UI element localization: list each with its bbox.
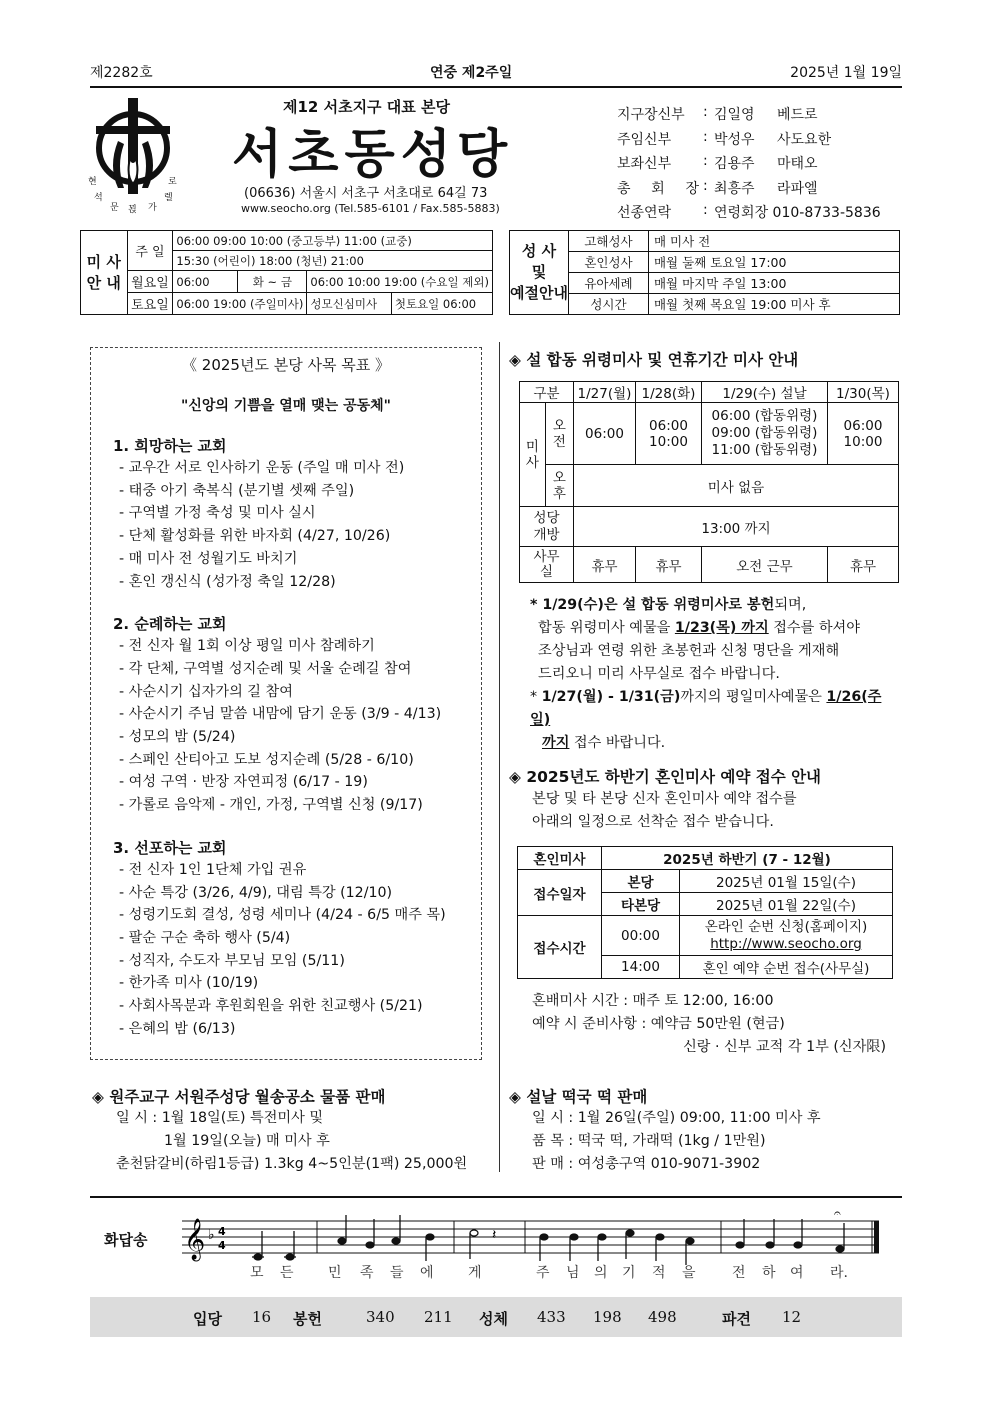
solnal-table: 구분 1/27(월) 1/28(화) 1/29(수) 설날 1/30(목) 미사 오전 06:00 06:00 10:00 06:00 (합동위령) 09:00 (합동위령) 11:00 (합동위령) 06:00 10:00 오후 미사 없음 성당 개방 13:00 까지 사무 실 휴무 휴무 오전 근무 휴무	[519, 381, 899, 583]
staff-row: 총 회 장 : 최흥주 라파엘	[617, 177, 818, 197]
bottom-rule	[90, 1196, 902, 1198]
wedding-table: 혼인미사 2025년 하반기 (7 - 12월) 접수일자 본당 2025년 01월 15일(수) 타본당 2025년 01월 22일(수) 접수시간 00:00 온라인 순번 신청(홈페이지) http://www.seocho.org 14:00 혼인 예약 순번 접수(사무실)	[517, 846, 893, 979]
staff-row: 주임신부 : 박성우 사도요한	[617, 128, 832, 148]
tteok-details: 일 시 : 1월 26일(주일) 09:00, 11:00 미사 후 품 목 : 떡국 떡, 가래떡 (1kg / 1만원) 판 매 : 여성총구역 010-9071-3902	[532, 1110, 821, 1172]
wedding-heading: ◈ 2025년도 하반기 혼인미사 예약 접수 안내	[509, 768, 822, 786]
website-link[interactable]: http://www.seocho.org	[710, 935, 862, 952]
svg-text:♭: ♭	[208, 1227, 215, 1243]
parish-address: (06636) 서울시 서초구 서초대로 64길 73	[244, 186, 488, 201]
wonju-heading: ◈ 원주교구 서원주성당 월송공소 물품 판매	[92, 1088, 386, 1106]
staff-row: 지구장신부 : 김일영 베드로	[617, 104, 818, 123]
staff-row: 선종연락 : 연령회장 010-8733-5836	[617, 202, 881, 221]
issue-date: 2025년 1월 19일	[790, 65, 902, 81]
music-staff	[182, 1209, 882, 1269]
top-rule	[90, 86, 902, 88]
svg-text:𝄽: 𝄽	[492, 1227, 497, 1243]
mass-label: 미사	[520, 403, 546, 507]
tteok-heading: ◈ 설날 떡국 떡 판매	[509, 1088, 648, 1106]
staff-list	[617, 104, 907, 227]
mass-schedule-label: 미 사 안 내	[81, 231, 128, 315]
staff-row: 보좌신부 : 김용주 마태오	[617, 153, 818, 172]
goals-section-heading: 1. 희망하는 교회	[113, 437, 227, 455]
sunday-times-2: 15:30 (어린이) 18:00 (청년) 21:00	[173, 251, 493, 271]
top-bar	[90, 62, 902, 84]
issue-number: 제2282호	[90, 65, 153, 81]
psalm-label: 화답송	[104, 1231, 148, 1249]
svg-text:4: 4	[218, 1239, 226, 1252]
sacraments-label: 성 사 및 예절안내	[510, 231, 569, 315]
svg-text:𝄐: 𝄐	[834, 1209, 841, 1220]
parish-subtitle: 제12 서초지구 대표 본당	[283, 98, 450, 116]
solnal-heading: ◈ 설 합동 위령미사 및 연휴기간 미사 안내	[509, 351, 799, 369]
goals-list: - 전 신자 월 1회 이상 평일 미사 참례하기 - 각 단체, 구역별 성지순례 및 서울 순례길 참여 - 사순시기 십자가의 길 참여 - 사순시기 주님 말씀 내맘에 담기 운동 (3/9 - 4/13) - 성모의 밤 (5/24) - 스페인 산티아고 도보 성지순례 (5/28 - 6/10) - 여성 구역 · 반장 자연피정 (6/17 - 19) - 가롤로 음악제 - 개인, 가정, 구역별 신청 (9/17)	[119, 638, 442, 814]
wonju-details: 일 시 : 1월 18일(토) 특전미사 및 1월 19일(오늘) 매 미사 후 춘천닭갈비(하림1등급) 1.3kg 4~5인분(1팩) 25,000원	[116, 1110, 468, 1172]
liturgical-season: 연중 제2주일	[430, 65, 513, 81]
sacraments-table: 성 사 및 예절안내 고해성사 매 미사 전 혼인성사 매월 둘째 토요일 17:00 유아세례 매월 마지막 주일 13:00 성시간 매월 첫째 목요일 19:00 미사 후	[509, 230, 900, 315]
goals-list: - 전 신자 1인 1단체 가입 권유 - 사순 특강 (3/26, 4/9), 대림 특강 (12/10) - 성령기도회 결성, 성령 세미나 (4/24 - 6/5 매주 목) - 팔순 구순 축하 행사 (5/4) - 성직자, 수도자 부모님 모임 (5/11) - 한가족 미사 (10/19) - 사회사목분과 후원회원을 위한 친교행사 (5/21) - 은혜의 밤 (6/13)	[119, 861, 446, 1037]
goals-motto: "신앙의 기쁨을 열매 맺는 공동체"	[181, 398, 391, 414]
parish-title: 서초동성당	[232, 124, 514, 185]
column-divider	[499, 342, 500, 1172]
responsorial-psalm	[90, 1199, 902, 1291]
goals-list: - 교우간 서로 인사하기 운동 (주일 매 미사 전) - 태중 아기 축복식 (분기별 셋째 주일) - 구역별 가정 축성 및 미사 실시 - 단체 활성화를 위한 바자회 (4/27, 10/26) - 매 미사 전 성월기도 바치기 - 혼인 갱신식 (성가정 축일 12/28)	[119, 460, 405, 590]
parish-logo: 현 석 문 로 렐 가 꾅	[88, 96, 178, 214]
solnal-notes: * 1/29(수)은 설 합동 위령미사로 봉헌되며, 합동 위령미사 예물을 1/23(목) 까지 접수를 하셔야 조상님과 연령 위한 초봉헌과 신청 명단을 게재해 드리오니 미리 사무실로 접수 바랍니다. * 1/27(월) - 1/31(금)까지의 평일미사예물은 1/26(주일) 까지 접수 바랍니다.	[530, 597, 882, 751]
hymn-numbers-bar: 입당 16 봉헌 340 211 성체 433 198 498 파견 12	[90, 1297, 902, 1337]
svg-text:4: 4	[218, 1225, 226, 1238]
parish-website[interactable]: www.seocho.org (Tel.585-6101 / Fax.585-5883)	[241, 202, 500, 215]
sunday-times-1: 06:00 09:00 10:00 (중고등부) 11:00 (교중)	[173, 231, 493, 251]
goals-section-heading: 2. 순례하는 교회	[113, 615, 227, 634]
goals-section-heading: 3. 선포하는 교회	[113, 838, 227, 857]
mass-schedule-table: 미 사 안 내 주 일 06:00 09:00 10:00 (중고등부) 11:00 (교중) 15:30 (어린이) 18:00 (청년) 21:00 월요일 06:00 화 ~ 금 06:00 10:00 19:00 (수요일 제외) 토요일 06:00 19:00 (주일미사) 성모신심미사 첫토요일 06:00	[80, 230, 493, 315]
wedding-notes: 혼배미사 시간 : 매주 토 12:00, 16:00 예약 시 준비사항 : 예약금 50만원 (현금) 신랑 · 신부 교적 각 1부 (신자限)	[532, 993, 886, 1055]
goals-title: 《 2025년도 본당 사목 목표 》	[182, 356, 390, 374]
wedding-intro: 본당 및 타 본당 신자 혼인미사 예약 접수를 아래의 일정으로 선착순 접수 받습니다.	[532, 791, 797, 830]
svg-text:𝄞: 𝄞	[184, 1219, 206, 1260]
pastoral-goals-box	[90, 347, 482, 1060]
